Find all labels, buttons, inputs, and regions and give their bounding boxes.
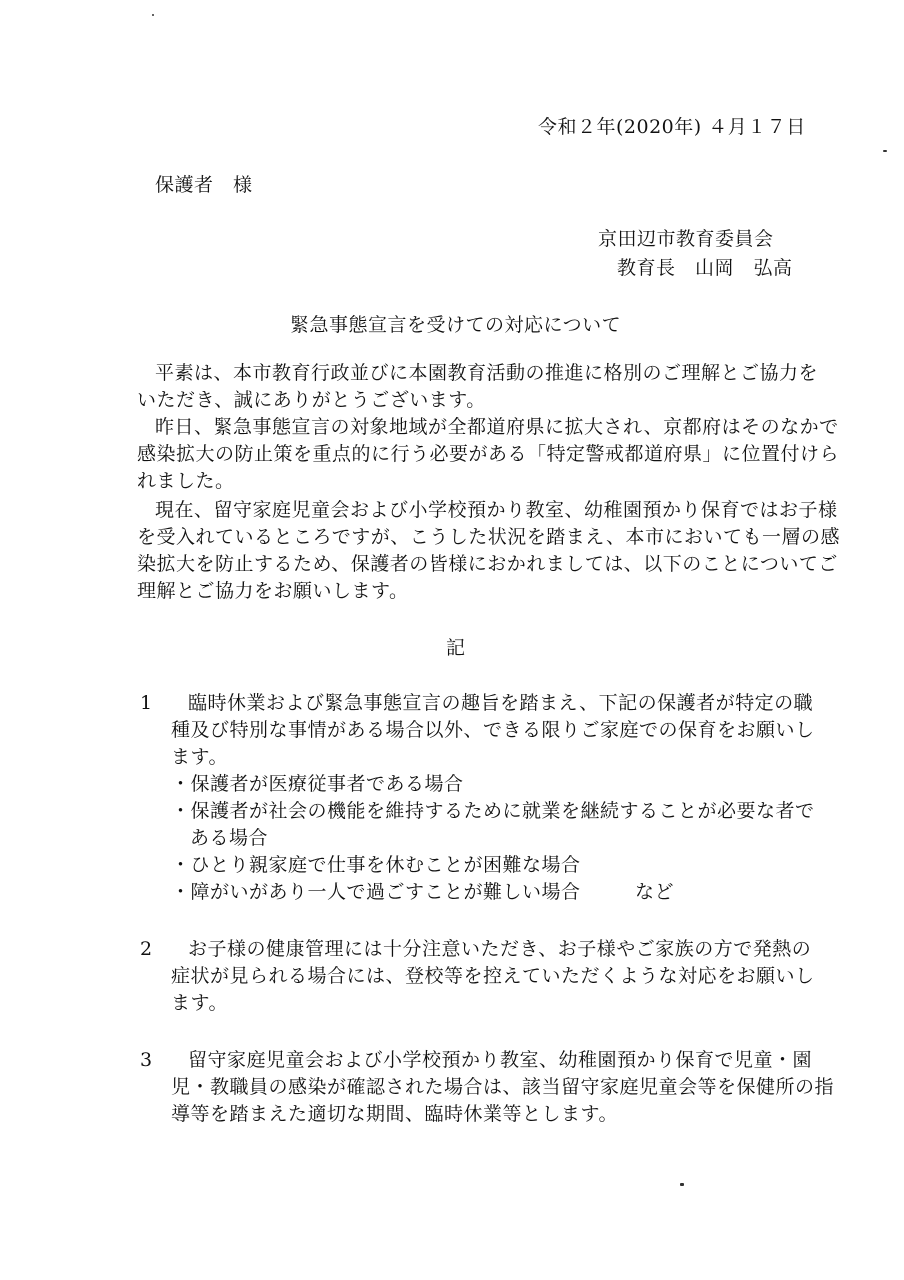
scan-speck xyxy=(883,150,887,152)
document-date: 令和２年(2020年) ４月１７日 xyxy=(538,116,806,138)
scan-speck xyxy=(680,1183,684,1186)
intro-p2-line: れました。 xyxy=(137,470,235,492)
intro-p1-line: いただき、誠にありがとうございます。 xyxy=(137,389,486,411)
item-3-line: 導等を踏まえた適切な期間、臨時休業等とします。 xyxy=(171,1103,618,1125)
item-1-bullet: ・保護者が社会の機能を維持するために就業を継続することが必要な者で xyxy=(171,800,815,822)
item-number: 3 xyxy=(140,1049,153,1071)
sender-organization: 京田辺市教育委員会 xyxy=(598,228,774,250)
sender-name: 教育長 山岡 弘高 xyxy=(617,257,793,279)
intro-p2-line: 昨日、緊急事態宣言の対象地域が全都道府県に拡大され、京都府はそのなかで xyxy=(155,416,839,438)
intro-p1-line: 平素は、本市教育行政並びに本園教育活動の推進に格別のご理解とご協力を xyxy=(155,362,819,384)
item-2-line: ます。 xyxy=(171,992,228,1014)
item-2-line: お子様の健康管理には十分注意いただき、お子様やご家族の方で発熱の xyxy=(188,938,812,960)
recipient: 保護者 様 xyxy=(155,174,253,196)
item-1-line: ます。 xyxy=(171,746,228,768)
item-1-line: 臨時休業および緊急事態宣言の趣旨を踏まえ、下記の保護者が特定の職 xyxy=(188,692,814,714)
item-1-bullet: ・保護者が医療従事者である場合 xyxy=(171,773,464,795)
item-1-bullet: ・ひとり親家庭で仕事を休むことが困難な場合 xyxy=(171,854,581,876)
item-number: 1 xyxy=(140,692,153,714)
item-1-bullet: ・障がいがあり一人で過ごすことが難しい場合 xyxy=(171,881,581,903)
item-number: 2 xyxy=(140,938,153,960)
intro-p3-line: 理解とご協力をお願いします。 xyxy=(137,580,409,602)
intro-p3-line: を受入れているところですが、こうした状況を踏まえ、本市においても一層の感 xyxy=(137,526,840,548)
intro-p2-line: 感染拡大の防止策を重点的に行う必要がある「特定警戒都道府県」に位置付けら xyxy=(137,443,840,465)
item-1-bullet: ある場合 xyxy=(190,827,269,849)
intro-p3-line: 現在、留守家庭児童会および小学校預かり教室、幼稚園預かり保育ではお子様 xyxy=(155,499,838,521)
item-2-line: 症状が見られる場合には、登校等を控えていただくような対応をお願いし xyxy=(171,965,815,987)
ki-marker: 記 xyxy=(446,637,466,659)
item-3-line: 留守家庭児童会および小学校預かり教室、幼稚園預かり保育で児童・園 xyxy=(188,1049,813,1071)
document-title: 緊急事態宣言を受けての対応について xyxy=(290,314,622,336)
intro-p3-line: 染拡大を防止するため、保護者の皆様におかれましては、以下のことについてご xyxy=(137,553,838,575)
item-1-etc: など xyxy=(635,881,675,903)
item-1-line: 種及び特別な事情がある場合以外、できる限りご家庭での保育をお願いし xyxy=(171,719,815,741)
scan-speck xyxy=(152,14,154,16)
item-3-line: 児・教職員の感染が確認された場合は、該当留守家庭児童会等を保健所の指 xyxy=(171,1076,835,1098)
